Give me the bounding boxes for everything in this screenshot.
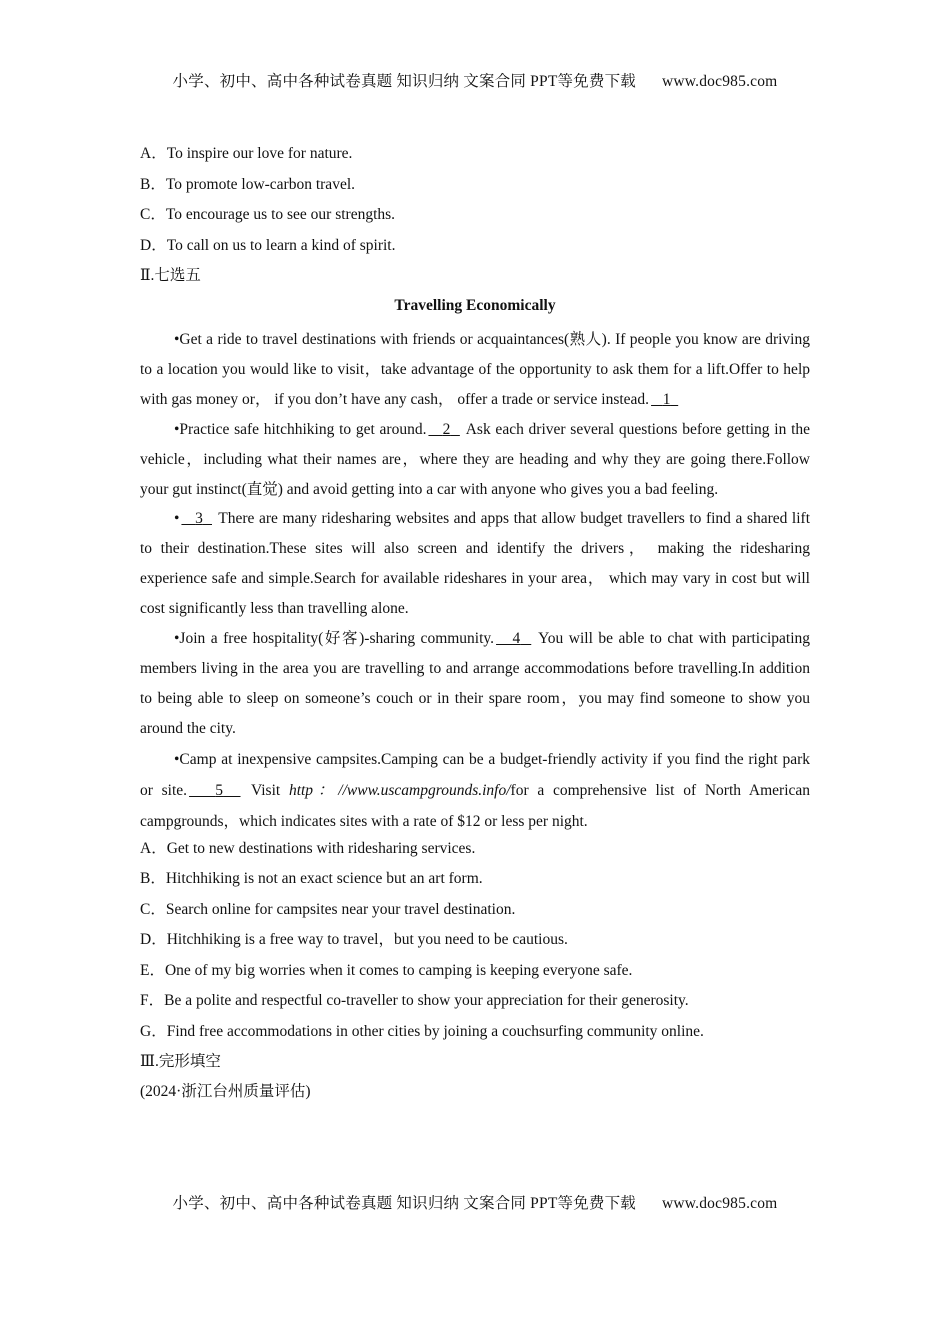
option-c: C．To encourage us to see our strengths. xyxy=(140,206,396,223)
blank-2[interactable]: 2 xyxy=(442,420,451,438)
previous-question-options xyxy=(140,143,810,265)
answer-option-c: C．Search online for campsites near your travel destination. xyxy=(140,900,516,918)
document-body xyxy=(140,143,810,1111)
paragraph-5: •Camp at inexpensive campsites.Camping can be a budget-friendly activity if you find the right park or site. 5 Visit http：//www.uscampgrounds.info/for a comprehensive list of North American campgrounds，which indicates sites with a rate of $12 or less per night. xyxy=(140,750,811,830)
article-title: Travelling Economically xyxy=(394,297,556,314)
blank-3[interactable]: 3 xyxy=(195,510,203,528)
header-site-link[interactable]: www.doc985.com xyxy=(661,73,778,90)
answer-option-f: F．Be a polite and respectful co-traveller to show your appreciation for their generosity. xyxy=(140,992,689,1010)
paragraph-2: •Practice safe hitchhiking to get around. 2 Ask each driver several questions before getting in the vehicle，including what their names are，where they are heading and why they are going there.Follow your gut instinct(直觉) and avoid getting into a car with anyone who gives you a bad feeling. xyxy=(140,420,811,498)
answer-option-g: G．Find free accommodations in other cities by joining a couchsurfing community online. xyxy=(140,1022,704,1040)
header-text: 小学、初中、高中各种试卷真题 知识归纳 文案合同 PPT等免费下载 xyxy=(172,73,636,90)
paragraph-3: • 3 There are many ridesharing websites and apps that allow budget travellers to find a shared lift to their destination.These sites will also screen and identify the drivers， making the ridesharing experience safe and simple.Search for available rideshares in your area， which may vary in cost but will cost significantly less than travelling alone. xyxy=(140,510,811,618)
option-a: A．To inspire our love for nature. xyxy=(140,145,353,162)
blank-1[interactable]: 1 xyxy=(662,390,671,408)
campgrounds-url[interactable]: http：//www.uscampgrounds.info/ xyxy=(288,781,511,799)
page-footer xyxy=(0,1191,950,1213)
blank-4[interactable]: 4 xyxy=(512,630,521,648)
answer-option-b: B．Hitchhiking is not an exact science but an art form. xyxy=(140,870,483,888)
footer-site-link[interactable]: www.doc985.com xyxy=(661,1195,778,1212)
option-b: B．To promote low-carbon travel. xyxy=(140,175,355,193)
footer-text: 小学、初中、高中各种试卷真题 知识归纳 文案合同 PPT等免费下载 xyxy=(172,1195,636,1212)
page-header xyxy=(0,69,950,91)
paragraph-4: •Join a free hospitality(好客)-sharing community. 4 You will be able to chat with participating members living in the area you are travelling to and arrange accommodations before travelling.In addition to being able to sleep on someone’s couch or in their spare room，you may find someone to show you around the city. xyxy=(140,630,811,737)
section-heading-cloze: Ⅲ.完形填空 xyxy=(140,1053,221,1071)
source-note: (2024·浙江台州质量评估) xyxy=(140,1083,311,1101)
answer-option-a: A．Get to new destinations with ridesharing services. xyxy=(140,839,476,857)
answer-option-e: E．One of my big worries when it comes to camping is keeping everyone safe. xyxy=(140,961,633,979)
answer-options xyxy=(140,838,810,1052)
blank-5[interactable]: 5 xyxy=(215,781,224,799)
option-d: D．To call on us to learn a kind of spirit. xyxy=(140,236,396,254)
answer-option-d: D．Hitchhiking is a free way to travel，but you need to be cautious. xyxy=(140,931,568,949)
paragraph-1: •Get a ride to travel destinations with friends or acquaintances(熟人). If people you know are driving to a location you would like to visit，take advantage of the opportunity to ask them for a lift.Offer to help with gas money or， if you don’t have any cash， offer a trade or service instead. 1 xyxy=(140,331,810,408)
section-heading-seven-choose-five: Ⅱ.七选五 xyxy=(140,267,201,284)
